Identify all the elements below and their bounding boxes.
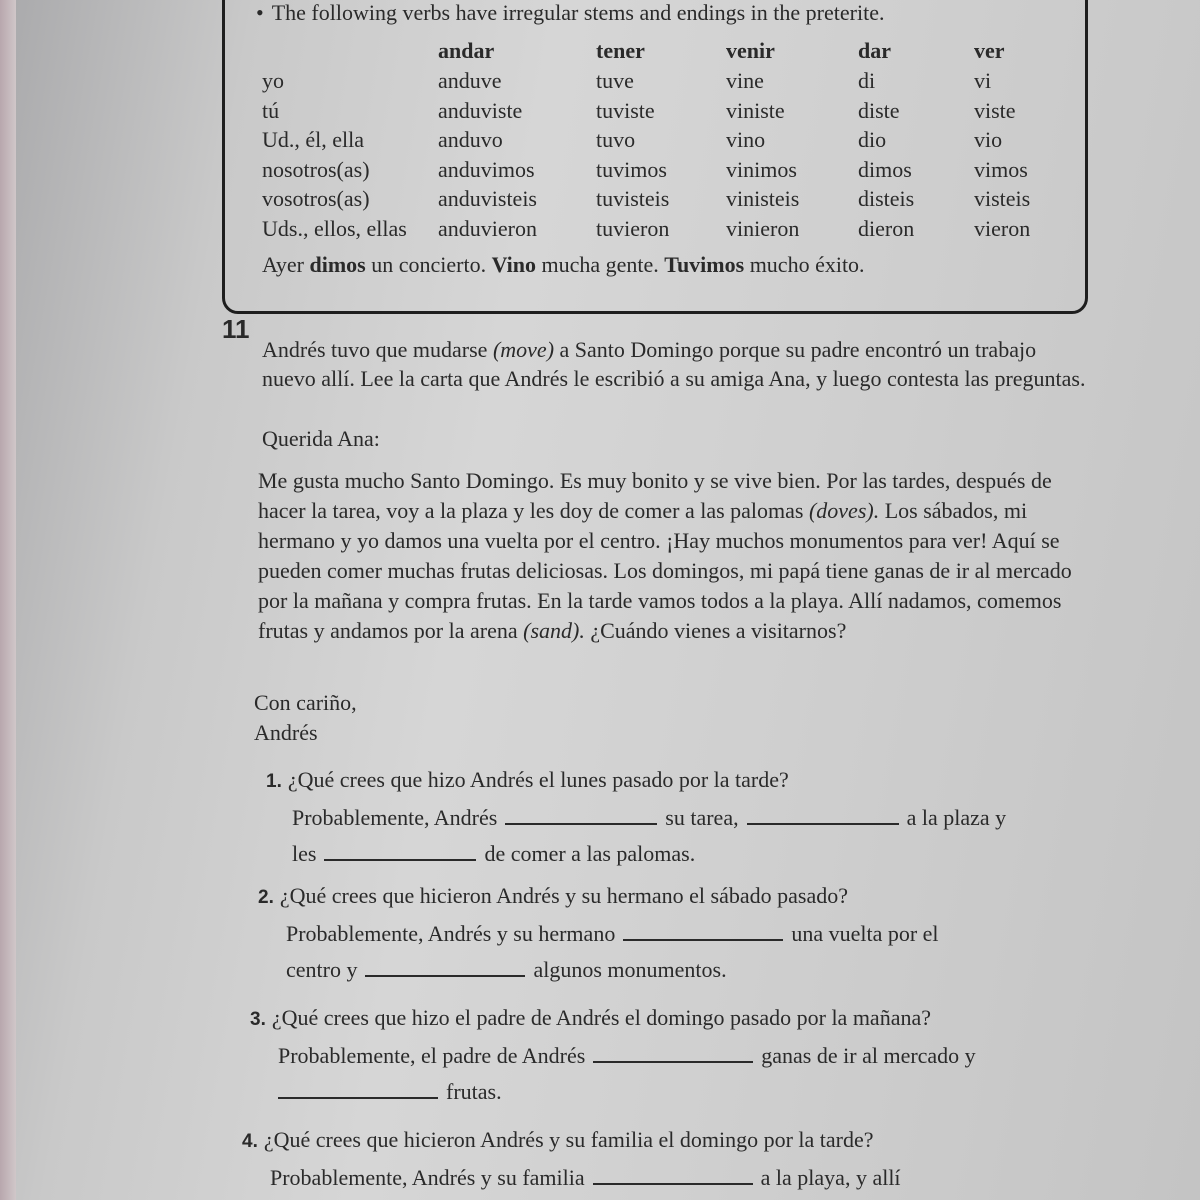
verb-table [262,36,1064,243]
verb-cell: di [858,68,876,93]
verb-cell: viste [974,97,1016,123]
verb-cell: vinieron [726,215,800,241]
letter-body [258,466,1088,646]
verb-cell: vi [974,68,992,93]
answer-text: ganas de ir al mercado y [761,1043,976,1068]
verb-cell: dieron [858,215,915,241]
verb-cell: tuve [596,68,634,93]
question-text: ¿Qué crees que hizo Andrés el lunes pasado por la tarde? [287,767,789,792]
verb-cell: tuviste [596,97,655,123]
verb-cell: vio [974,127,1003,152]
header-cell [262,36,438,66]
question-text: ¿Qué crees que hicieron Andrés y su familia el domingo por la tarde? [263,1127,874,1152]
verb-cell: vieron [974,215,1031,241]
answer-line [250,1038,976,1074]
verb-cell: anduve [438,68,502,93]
answer-line [258,952,939,988]
grammar-bullet [256,0,884,26]
intro-gloss: (move) [492,337,555,362]
pronoun-cell: vosotros(as) [262,186,370,211]
example-sentence [262,252,865,278]
pronoun-cell: yo [262,68,284,93]
verb-cell: anduvimos [438,156,535,182]
question-line [242,1122,901,1160]
verb-cell: dio [858,127,887,152]
pronoun-cell: Uds., ellos, ellas [262,215,407,241]
question-line [266,762,1006,800]
verb-cell: tuvo [596,127,636,152]
intro-text: Andrés tuvo que mudarse [262,337,493,362]
answer-blank[interactable] [324,837,476,861]
table-row [262,96,1064,126]
pronoun-cell: tú [262,97,280,123]
verb-cell: vimos [974,156,1028,182]
question-line [250,1000,976,1038]
verb-cell: vino [726,127,766,152]
answer-text: Probablemente, Andrés y su hermano [286,921,616,946]
question-text: ¿Qué crees que hizo el padre de Andrés el domingo pasado por la mañana? [271,1005,931,1030]
header-cell: andar [438,38,495,64]
verb-cell: tuvimos [596,156,667,182]
verb-cell: diste [858,97,900,123]
table-row [262,155,1064,185]
closing-line: Con cariño, [254,690,357,715]
answer-blank[interactable] [593,1039,753,1063]
verb-cell: viniste [726,97,785,123]
header-cell: venir [726,38,775,64]
example-text: mucho éxito. [744,252,865,277]
question-line [258,878,939,916]
answer-line [242,1160,901,1196]
question-text: ¿Qué crees que hicieron Andrés y su hermano el sábado pasado? [279,883,848,908]
answer-blank[interactable] [365,953,525,977]
table-row [262,184,1064,214]
signature: Andrés [254,720,318,745]
header-cell: ver [974,38,1005,64]
example-text: un concierto. [365,252,492,277]
question-3 [250,1000,976,1110]
letter-closing [254,688,357,748]
table-row [262,125,1064,155]
answer-text: Probablemente, el padre de Andrés [278,1043,586,1068]
header-cell: tener [596,38,645,64]
answer-blank[interactable] [623,917,783,941]
answer-blank[interactable] [278,1075,438,1099]
verb-cell: vine [726,68,764,93]
verb-cell: anduviste [438,97,523,123]
example-bold: dimos [309,252,366,277]
bullet-text: The following verbs have irregular stems and endings in the preterite. [271,0,885,25]
answer-blank[interactable] [593,1161,753,1185]
answer-text: les [292,841,317,866]
letter-gloss: (doves). [808,498,880,523]
example-text: Ayer [262,252,310,277]
answer-text: algunos monumentos. [533,957,727,982]
verb-cell: tuvieron [596,215,670,241]
question-number: 4. [242,1131,258,1152]
verb-cell: vinimos [726,156,797,182]
answer-line [266,800,1006,836]
answer-text: frutas. [446,1079,502,1104]
pronoun-cell: Ud., él, ella [262,127,365,152]
exercise-intro [262,335,1092,393]
letter-text: Los sábados, mi hermano y yo damos una vuelta por el centro. ¡Hay muchos monumentos para ver! Aquí se pueden comer muchas frutas deliciosas. Los domingos, mi papá tiene ganas de ir al mercado por la mañana y compra frutas. En la tarde vamos todos a la playa. Allí nadamos, comemos frutas y andamos por la arena [258,498,1072,643]
example-bold: Tuvimos [664,252,745,277]
pronoun-cell: nosotros(as) [262,156,370,182]
answer-blank[interactable] [505,801,657,825]
answer-text: Probablemente, Andrés [292,805,498,830]
answer-blank[interactable] [747,801,899,825]
question-number: 2. [258,887,274,908]
answer-text: a la playa, y allí [760,1165,901,1190]
answer-line [258,916,939,952]
letter-text: ¿Cuándo vienes a visitarnos? [584,618,847,643]
answer-text: una vuelta por el [791,921,939,946]
question-4 [242,1122,901,1196]
answer-text: centro y [286,957,358,982]
verb-cell: anduvisteis [438,186,537,211]
verb-cell: anduvieron [438,215,537,241]
answer-text: de comer a las palomas. [484,841,696,866]
example-bold: Vino [491,252,536,277]
verb-cell: dimos [858,156,912,182]
example-text: mucha gente. [536,252,665,277]
answer-line [250,1074,976,1110]
table-row [262,214,1064,244]
question-2 [258,878,939,988]
table-row [262,66,1064,96]
answer-line [266,836,1006,872]
answer-text: su tarea, [665,805,739,830]
question-number: 1. [266,771,282,792]
letter-text: Me gusta mucho Santo Domingo. Es muy bonito y se vive bien. Por las tardes, después de hacer la tarea, voy a la plaza y les doy de comer a las palomas [258,468,1052,523]
verb-cell: tuvisteis [596,186,670,211]
answer-text: Probablemente, Andrés y su familia [270,1165,585,1190]
verb-cell: vinisteis [726,186,800,211]
bullet-icon: • [256,0,264,25]
question-1 [266,762,1006,872]
page-edge [0,0,16,1200]
verb-cell: visteis [974,186,1031,211]
answer-text: a la plaza y [906,805,1007,830]
verb-cell: disteis [858,186,915,211]
letter-greeting: Querida Ana: [262,426,380,451]
exercise-number: 11 [222,314,250,344]
letter-gloss: (sand). [523,618,585,643]
question-number: 3. [250,1009,266,1030]
verb-cell: anduvo [438,127,503,152]
header-cell: dar [858,38,891,64]
verb-table-header [262,36,1064,66]
intro-text: a Santo Domingo porque su padre encontró un trabajo nuevo allí. Lee la carta que Andrés le escribió a su amiga Ana, y luego contesta las preguntas. [262,337,1086,391]
